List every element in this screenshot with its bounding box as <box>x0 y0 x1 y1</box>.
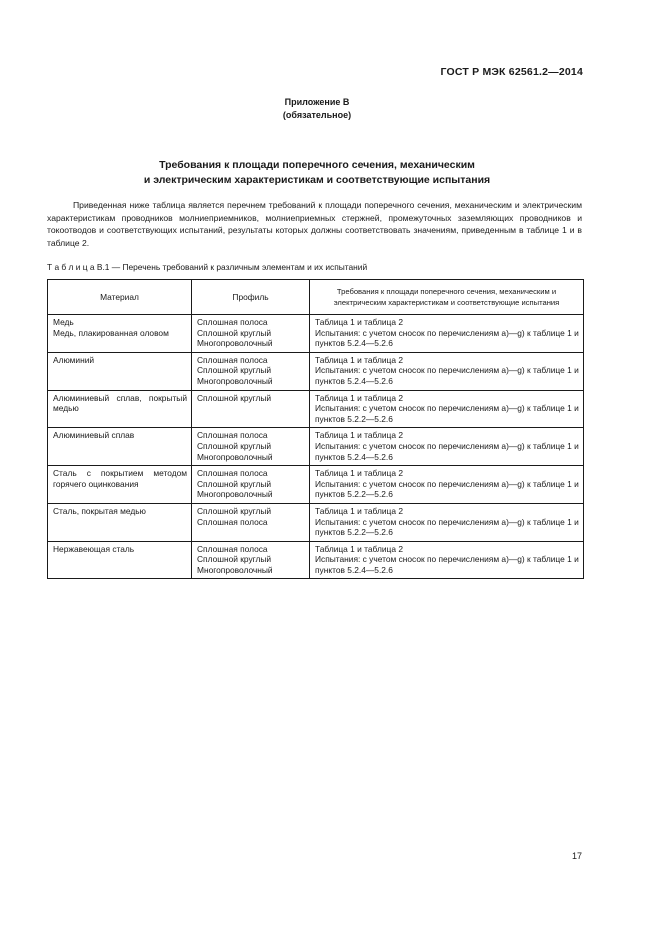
intro-paragraph: Приведенная ниже таблица является перечнем требований к площади поперечного сечения, механическим и электрическим характеристикам проводников молниеприемников, молниеприемных стержней, промежуточных заземляющих проводников и токоотводов и соответствующих испытаний, результаты которых должны соответствовать значениям, приведенным в таблице 1 и в таблице 2. <box>47 200 582 248</box>
requirements-cell-line: Таблица 1 и таблица 2 <box>315 392 403 403</box>
requirements-cell-line: Таблица 1 и таблица 2 <box>315 468 403 479</box>
material-cell-line: Алюминиевый сплав, покрытый медью <box>53 392 187 414</box>
profile-cell-line: Сплошная полоса <box>197 317 268 327</box>
profile-cell-line: Сплошной круглый <box>197 554 272 565</box>
profile-cell <box>192 390 310 428</box>
profile-cell-line: Сплошной круглый <box>197 365 272 376</box>
column-header-requirements-line-1: Требования к площади поперечного сечения, механическим и <box>336 287 557 296</box>
table-row <box>48 428 584 466</box>
requirements-cell-line: Испытания: с учетом сносок по перечислениям а)—g) к таблице 1 и пунктов 5.2.4—5.2.6 <box>315 327 579 349</box>
annex-status: (обязательное) <box>282 110 352 120</box>
requirements-cell-line: Таблица 1 и таблица 2 <box>315 430 403 441</box>
requirements-table <box>47 279 584 579</box>
requirements-cell <box>310 428 584 466</box>
requirements-cell <box>310 390 584 428</box>
requirements-cell-line: Испытания: с учетом сносок по перечислениям а)—g) к таблице 1 и пунктов 5.2.2—5.2.6 <box>315 478 579 500</box>
profile-cell <box>192 503 310 541</box>
material-cell-line: Медь <box>53 317 74 327</box>
table-row <box>48 352 584 390</box>
requirements-cell-line: Испытания: с учетом сносок по перечислениям а)—g) к таблице 1 и пунктов 5.2.2—5.2.6 <box>315 516 579 538</box>
profile-cell-line: Сплошной круглый <box>197 327 272 338</box>
annex-heading <box>0 96 634 122</box>
profile-cell <box>192 466 310 504</box>
requirements-cell-line: Испытания: с учетом сносок по перечислениям а)—g) к таблице 1 и пунктов 5.2.2—5.2.6 <box>315 403 579 424</box>
profile-cell-line: Многопроволочный <box>197 338 273 349</box>
table-row <box>48 390 584 428</box>
profile-cell-line: Сплошной круглый <box>197 478 272 489</box>
requirements-cell-line: Испытания: с учетом сносок по перечислениям а)—g) к таблице 1 и пунктов 5.2.4—5.2.6 <box>315 440 579 462</box>
profile-cell-line: Многопроволочный <box>197 451 273 462</box>
material-cell <box>48 541 192 579</box>
material-cell-line: Алюминий <box>53 354 95 365</box>
column-header-requirements-line-2: электрическим характеристикам и соответствующие испытания <box>333 298 560 307</box>
requirements-cell <box>310 503 584 541</box>
table-header-row <box>48 280 584 315</box>
table-row <box>48 466 584 504</box>
profile-cell-line: Сплошная полоса <box>197 516 268 527</box>
requirements-cell-line: Таблица 1 и таблица 2 <box>315 317 403 327</box>
profile-cell-line: Сплошной круглый <box>197 505 272 516</box>
profile-cell <box>192 315 310 353</box>
table-row <box>48 503 584 541</box>
requirements-cell-line: Испытания: с учетом сносок по перечислениям а)—g) к таблице 1 и пунктов 5.2.4—5.2.6 <box>315 365 579 386</box>
section-title-line-2: и электрическим характеристикам и соответствующие испытания <box>143 174 491 186</box>
table-body <box>48 315 584 579</box>
material-cell <box>48 466 192 504</box>
profile-cell-line: Многопроволочный <box>197 489 273 500</box>
material-cell-line: Нержавеющая сталь <box>53 543 135 554</box>
requirements-cell-line: Таблица 1 и таблица 2 <box>315 505 403 516</box>
requirements-cell-line: Таблица 1 и таблица 2 <box>315 354 403 365</box>
section-title <box>0 158 634 188</box>
requirements-cell <box>310 315 584 353</box>
requirements-cell <box>310 466 584 504</box>
material-cell-line: Медь, плакированная оловом <box>53 327 169 338</box>
profile-cell-line: Сплошная полоса <box>197 543 268 554</box>
material-cell <box>48 352 192 390</box>
material-cell-line: Сталь с покрытием методом горячего оцинкования <box>53 468 187 489</box>
profile-cell <box>192 541 310 579</box>
material-cell-line: Алюминиевый сплав <box>53 430 135 441</box>
column-header-requirements <box>310 280 584 315</box>
annex-title: Приложение В <box>284 97 350 107</box>
column-header-material: Материал <box>48 280 192 315</box>
column-header-profile: Профиль <box>192 280 310 315</box>
requirements-cell <box>310 352 584 390</box>
material-cell <box>48 315 192 353</box>
standard-code: ГОСТ Р МЭК 62561.2—2014 <box>440 66 583 78</box>
requirements-cell-line: Испытания: с учетом сносок по перечислениям а)—g) к таблице 1 и пунктов 5.2.4—5.2.6 <box>315 554 579 575</box>
profile-cell-line: Сплошная полоса <box>197 468 268 479</box>
profile-cell-line: Сплошной круглый <box>197 392 272 403</box>
requirements-cell-line: Таблица 1 и таблица 2 <box>315 543 403 554</box>
profile-cell <box>192 352 310 390</box>
table-row <box>48 315 584 353</box>
material-cell <box>48 390 192 428</box>
section-title-line-1: Требования к площади поперечного сечения, механическим <box>159 159 475 171</box>
material-cell <box>48 503 192 541</box>
profile-cell-line: Сплошная полоса <box>197 430 268 441</box>
profile-cell <box>192 428 310 466</box>
page-number: 17 <box>571 851 582 861</box>
profile-cell-line: Многопроволочный <box>197 375 273 386</box>
table-caption: Т а б л и ц а В.1 — Перечень требований к различным элементам и их испытаний <box>47 262 368 272</box>
requirements-cell <box>310 541 584 579</box>
profile-cell-line: Сплошная полоса <box>197 354 268 365</box>
material-cell-line: Сталь, покрытая медью <box>53 505 146 516</box>
table-row <box>48 541 584 579</box>
profile-cell-line: Многопроволочный <box>197 564 273 575</box>
profile-cell-line: Сплошной круглый <box>197 440 272 451</box>
material-cell <box>48 428 192 466</box>
